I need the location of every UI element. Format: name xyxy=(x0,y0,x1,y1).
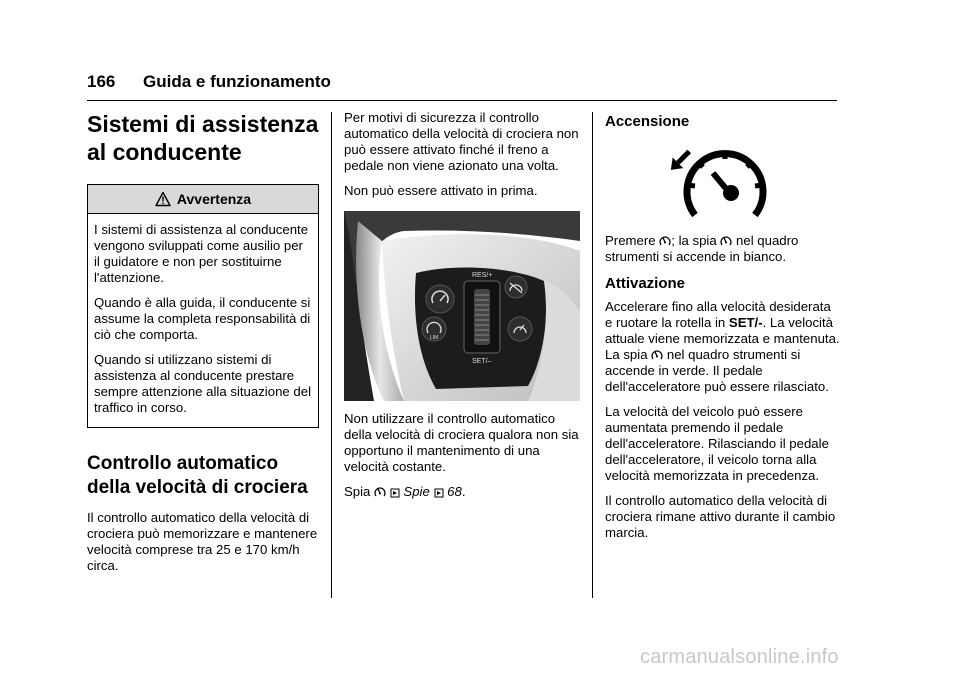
column-divider-2 xyxy=(592,112,593,598)
page-reference-icon xyxy=(390,488,400,498)
res-plus-label: RES/+ xyxy=(472,272,493,279)
warning-paragraph-3: Quando si utilizzano sistemi di assistenza al conducente prestare sempre attenzione alla situazione del traffico in corso. xyxy=(94,352,311,415)
safety-paragraph: Per motivi di sicurezza il controllo automatico della velocità di crociera non può essere attivato finché il freno a pedale non viene azionato una volta. xyxy=(344,110,579,173)
cruise-button-icon xyxy=(659,235,671,247)
cruise-indicator-icon xyxy=(374,486,386,498)
increase-speed-paragraph: La velocità del veicolo può essere aumentata premendo il pedale dell'acceleratore. Rilasciando il pedale dell'acceleratore, il veicolo torna alla velocità memorizzata in precedenza. xyxy=(605,404,829,483)
cruise-intro-paragraph: Il controllo automatico della velocità di crociera può memorizzare e mantenere velocità comprese tra 25 e 170 km/h circa. xyxy=(87,510,318,573)
warning-header xyxy=(88,185,318,214)
column-divider-1 xyxy=(331,112,332,598)
page-reference-number[interactable]: 68 xyxy=(447,484,462,499)
attivazione-heading: Attivazione xyxy=(605,275,686,292)
cruise-indicator-icon xyxy=(720,235,732,247)
column-1 xyxy=(87,110,319,583)
cruise-control-symbol-icon xyxy=(605,141,841,227)
reference-line: Spia Spie 68. xyxy=(344,484,466,499)
cruise-control-heading: Controllo automatico della velocità di crociera xyxy=(87,453,308,498)
first-gear-paragraph: Non può essere attivato in prima. xyxy=(344,183,538,198)
warning-paragraph-2: Quando è alla guida, il conducente si assume la completa responsabilità di ciò che comporta. xyxy=(94,295,311,342)
svg-text:LIM: LIM xyxy=(430,335,439,341)
set-minus-label: SET/– xyxy=(472,358,492,365)
section-title: Guida e funzionamento xyxy=(143,72,331,91)
cruise-indicator-icon xyxy=(651,349,663,361)
watermark: carmanualsonline.info xyxy=(640,646,839,668)
warning-label: Avvertenza xyxy=(176,191,252,207)
gear-change-paragraph: Il controllo automatico della velocità di crociera rimane attivo durante il cambio marcia. xyxy=(605,493,836,540)
warning-icon xyxy=(155,191,171,207)
accensione-paragraph: Premere ; la spia nel quadro strumenti si accende in bianco. xyxy=(605,233,799,264)
accensione-heading: Accensione xyxy=(605,113,690,130)
main-heading: Sistemi di assistenza al conducente xyxy=(87,111,319,165)
attivazione-paragraph: Accelerare fino alla velocità desiderata e ruotare la rotella in SET/-. La velocità attuale viene memorizzata e mantenuta. La spia nel quadro strumenti si accende in verde. Il pedale dell'acceleratore può essere rilasciato. xyxy=(605,299,840,394)
page-number: 166 xyxy=(87,72,116,91)
header-rule xyxy=(87,100,837,101)
column-2 xyxy=(344,110,580,509)
spie-link[interactable]: Spie xyxy=(403,484,430,499)
constant-speed-paragraph: Non utilizzare il controllo automatico della velocità di crociera qualora non sia opportuno il mantenimento di una velocità costante. xyxy=(344,411,579,474)
warning-paragraph-1: I sistemi di assistenza al conducente vengono sviluppati come ausilio per il guidatore e non per sostituirne l'attenzione. xyxy=(94,222,309,285)
column-3 xyxy=(605,110,841,550)
warning-box xyxy=(87,184,319,428)
page-header xyxy=(87,72,837,100)
steering-wheel-controls-image xyxy=(344,211,580,401)
page-reference-icon xyxy=(434,488,444,498)
